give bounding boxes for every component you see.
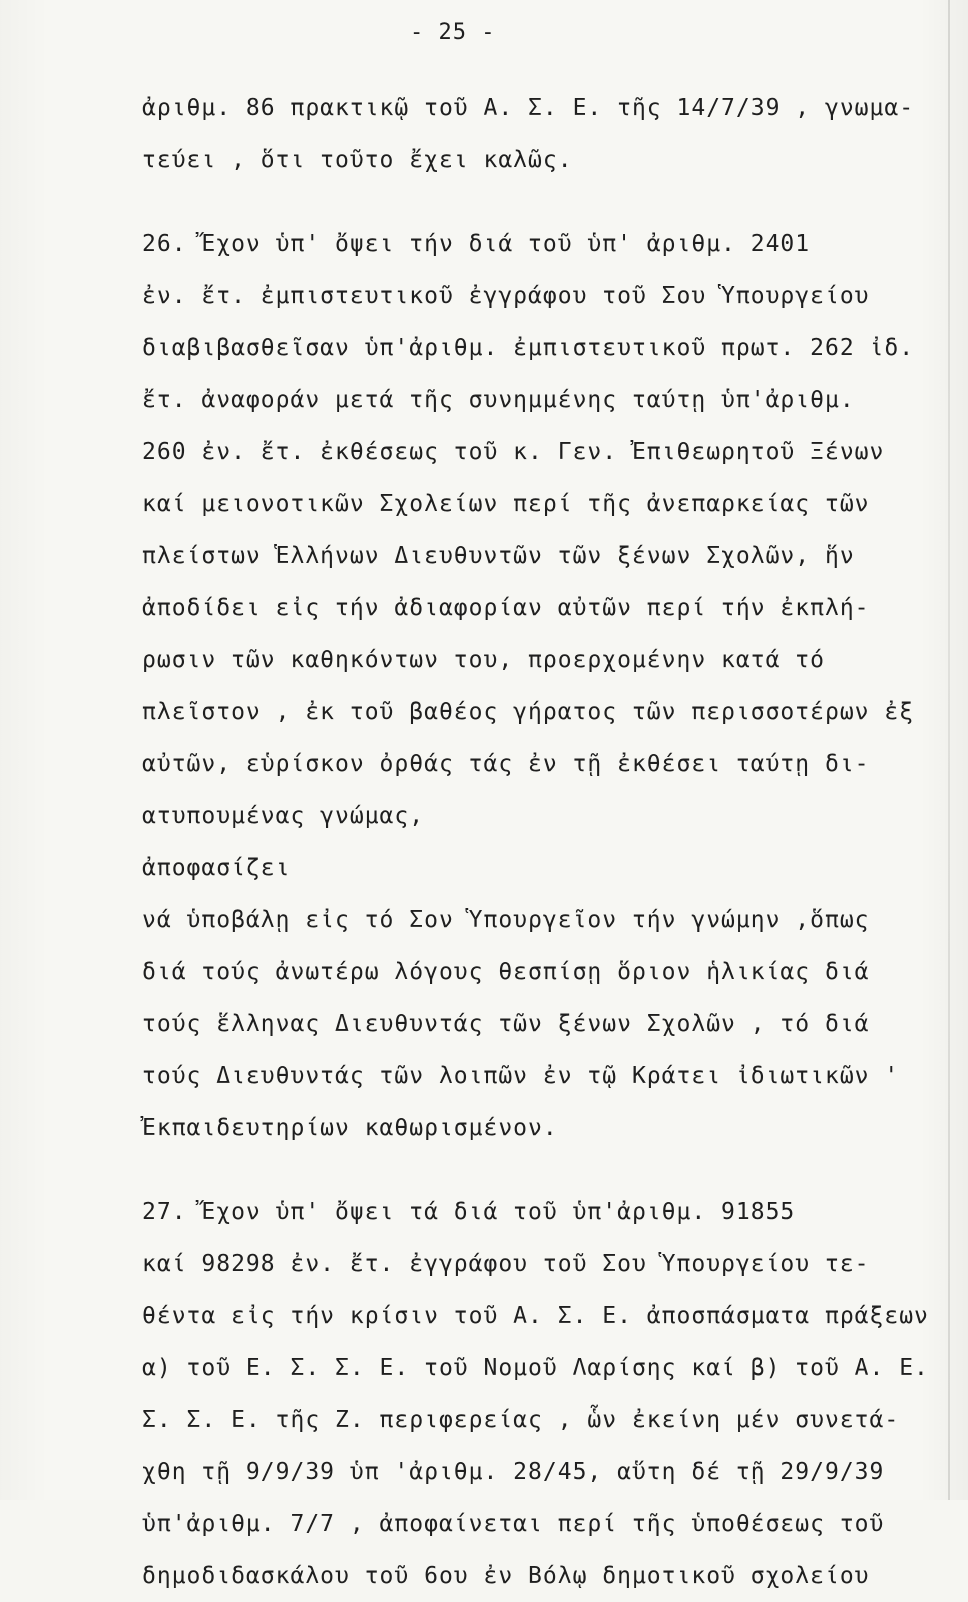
text-line: αὐτῶν, εὑρίσκον ὀρθάς τάς ἐν τῇ ἐκθέσει ταύτῃ δι-	[142, 751, 870, 777]
text-line: πλείστων Ἑλλήνων Διευθυντῶν τῶν ξένων Σχολῶν, ἥν	[142, 543, 855, 569]
text-line: 260 ἐν. ἔτ. ἐκθέσεως τοῦ κ. Γεν. Ἐπιθεωρητοῦ Ξένων	[142, 439, 885, 465]
text-line: διαβιβασθεῖσαν ὑπ'ἀριθμ. ἐμπιστευτικοῦ πρωτ. 262 ἰδ.	[142, 335, 915, 361]
text-line: Σ. Σ. Ε. τῆς Ζ. περιφερείας , ὧν ἐκείνη μέν συνετά-	[142, 1407, 900, 1433]
text-line: ἔτ. ἀναφοράν μετά τῆς συνημμένης ταύτῃ ὑπ'ἀριθμ.	[142, 387, 855, 413]
text-line: καί 98298 ἐν. ἔτ. ἐγγράφου τοῦ Σου Ὑπουργείου τε-	[142, 1251, 870, 1277]
text-line: 27. Ἔχον ὑπ' ὄψει τά διά τοῦ ὑπ'ἀριθμ. 91855	[142, 1199, 796, 1225]
text-line: ατυπουμένας γνώμας,	[142, 803, 425, 829]
text-line: θέντα εἰς τήν κρίσιν τοῦ Α. Σ. Ε. ἀποσπάσματα πράξεων	[142, 1303, 929, 1329]
text-line: α) τοῦ Ε. Σ. Σ. Ε. τοῦ Νομοῦ Λαρίσης καί β) τοῦ Α. Ε.	[142, 1355, 929, 1381]
text-line: ἀποδίδει εἰς τήν ἀδιαφορίαν αὐτῶν περί τήν ἐκπλή-	[142, 595, 870, 621]
text-line: δημοδιδασκάλου τοῦ 6ου ἐν Βόλῳ δημοτικοῦ σχολείου	[142, 1563, 870, 1589]
text-line: χθη τῇ 9/9/39 ὑπ 'ἀριθμ. 28/45, αὕτη δέ τῇ 29/9/39	[142, 1459, 885, 1485]
text-line: καί μειονοτικῶν Σχολείων περί τῆς ἀνεπαρκείας τῶν	[142, 491, 870, 517]
text-line: πλεῖστον , ἐκ τοῦ βαθέος γήρατος τῶν περισσοτέρων ἐξ	[142, 699, 915, 725]
text-line: 26. Ἔχον ὑπ' ὄψει τήν διά τοῦ ὑπ' ἀριθμ. 2401	[142, 231, 811, 257]
text-line: τούς Διευθυντάς τῶν λοιπῶν ἐν τῷ Κράτει ἰδιωτικῶν '	[142, 1063, 900, 1089]
document-body	[142, 82, 929, 1602]
text-line: τούς ἕλληνας Διευθυντάς τῶν ξένων Σχολῶν , τό διά	[142, 1011, 870, 1037]
text-line: ἀποφασίζει	[142, 855, 291, 881]
text-line: ἐν. ἔτ. ἐμπιστευτικοῦ ἐγγράφου τοῦ Σου Ὑπουργείου	[142, 283, 870, 309]
text-line: Ἐκπαιδευτηρίων καθωρισμένον.	[142, 1115, 558, 1141]
text-line: τεύει , ὅτι τοῦτο ἔχει καλῶς.	[142, 147, 573, 173]
text-line: διά τούς ἀνωτέρω λόγους θεσπίσῃ ὅριον ἡλικίας διά	[142, 959, 870, 985]
page-edge	[948, 0, 950, 1500]
text-line: ρωσιν τῶν καθηκόντων του, προερχομένην κατά τό	[142, 647, 825, 673]
text-line: νά ὑποβάλῃ εἰς τό Σον Ὑπουργεῖον τήν γνώμην ,ὅπως	[142, 907, 870, 933]
text-line: ὑπ'ἀριθμ. 7/7 , ἀποφαίνεται περί τῆς ὑποθέσεως τοῦ	[142, 1511, 885, 1537]
text-line: ἀριθμ. 86 πρακτικῷ τοῦ Α. Σ. Ε. τῆς 14/7/39 , γνωμα-	[142, 95, 915, 121]
page-number: - 25 -	[410, 20, 496, 45]
